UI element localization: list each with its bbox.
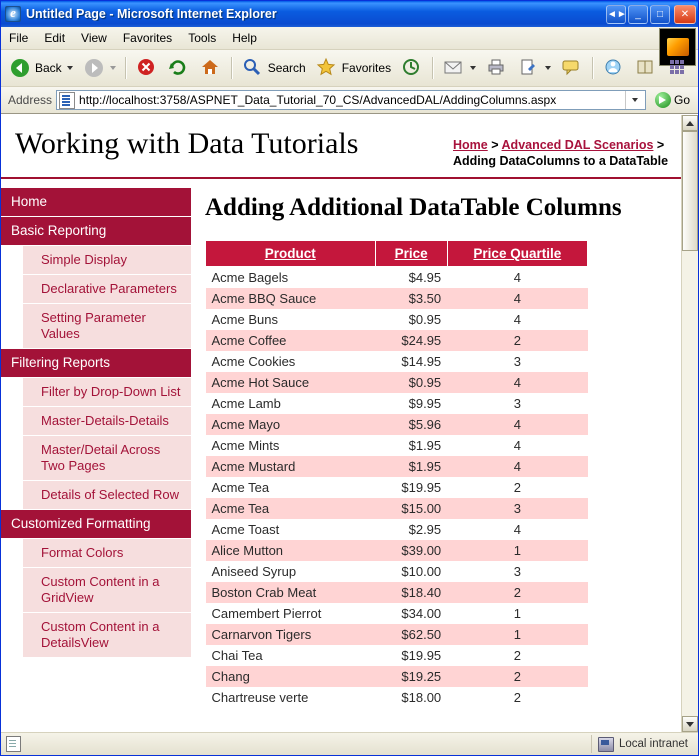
edit-dropdown-icon[interactable]	[545, 66, 551, 70]
forward-button	[79, 54, 120, 82]
breadcrumb-section-link[interactable]: Advanced DAL Scenarios	[501, 138, 654, 152]
menu-file[interactable]: File	[9, 31, 29, 45]
sidebar-nav	[1, 179, 191, 708]
table-row	[206, 477, 588, 498]
cell-product: Camembert Pierrot	[211, 606, 322, 621]
site-title: Working with Data Tutorials	[15, 127, 359, 160]
cell-product: Acme Mints	[211, 438, 280, 453]
scroll-up-button[interactable]	[682, 115, 698, 131]
status-left	[3, 736, 591, 752]
go-label: Go	[673, 93, 690, 107]
table-row	[206, 687, 588, 708]
forward-dropdown-icon	[110, 66, 116, 70]
sidebar-item-declarative-parameters[interactable]: Declarative Parameters	[23, 274, 191, 303]
research-button[interactable]	[631, 54, 661, 82]
search-icon	[242, 57, 264, 79]
cell-price: $19.95	[401, 480, 442, 495]
sidebar-item-master-detail-across-two-pages[interactable]: Master/Detail Across Two Pages	[23, 435, 191, 480]
breadcrumb	[453, 127, 671, 169]
cell-price: $34.00	[401, 606, 442, 621]
address-dropdown-icon[interactable]	[625, 91, 643, 109]
table-row	[206, 498, 588, 519]
cell-product: Chang	[206, 666, 376, 687]
cell-product: Acme Lamb	[211, 396, 281, 411]
page-title: Adding Additional DataTable Columns	[205, 194, 622, 221]
cell-quartile: 4	[447, 414, 587, 435]
table-row	[206, 519, 588, 540]
cell-price: $10.00	[401, 564, 442, 579]
cell-quartile: 2	[447, 666, 587, 687]
cell-product: Acme Bagels	[211, 270, 289, 285]
search-label: Search	[267, 61, 306, 75]
toolbar-separator	[231, 57, 233, 79]
address-input[interactable]	[56, 90, 646, 110]
cell-quartile: 2	[513, 690, 521, 705]
table-row	[206, 645, 588, 666]
breadcrumb-sep-2: >	[653, 138, 665, 152]
cell-product: Boston Crab Meat	[206, 582, 376, 603]
cell-quartile: 2	[513, 480, 521, 495]
cell-quartile: 3	[513, 396, 521, 411]
cell-price: $1.95	[408, 438, 442, 453]
cell-quartile: 4	[447, 372, 587, 393]
ie-logo-icon	[5, 6, 21, 22]
stop-icon	[136, 57, 158, 79]
page-header	[1, 115, 681, 179]
sidebar-item-custom-content-gridview[interactable]: Custom Content in a GridView	[23, 567, 191, 612]
cell-price: $14.95	[401, 354, 442, 369]
document-icon	[6, 736, 21, 752]
table-row	[206, 309, 588, 330]
table-row	[206, 372, 588, 393]
grid-icon	[667, 57, 689, 79]
cell-price: $18.00	[401, 690, 442, 705]
edit-page-icon	[518, 57, 540, 79]
sidebar-item-details-of-selected-row[interactable]: Details of Selected Row	[23, 480, 191, 509]
mail-button[interactable]	[439, 54, 480, 82]
home-icon	[200, 57, 222, 79]
breadcrumb-home-link[interactable]: Home	[453, 138, 488, 152]
table-row	[206, 561, 588, 582]
menu-favorites[interactable]: Favorites	[122, 31, 173, 45]
cell-price: $62.50	[375, 624, 447, 645]
minimize-button[interactable]: _	[628, 5, 648, 24]
zone-label: Local intranet	[618, 738, 688, 750]
network-icon	[598, 737, 614, 752]
standard-toolbar	[1, 50, 698, 87]
vertical-scrollbar[interactable]	[681, 115, 698, 732]
cell-quartile: 2	[447, 330, 587, 351]
search-button[interactable]	[238, 54, 310, 82]
table-row	[206, 330, 588, 351]
refresh-icon	[168, 57, 190, 79]
table-row	[206, 666, 588, 687]
blogger-button[interactable]	[663, 54, 693, 82]
refresh-button[interactable]	[164, 54, 194, 82]
cell-price: $9.95	[408, 396, 442, 411]
cell-product: Carnarvon Tigers	[206, 624, 376, 645]
menu-view[interactable]: View	[81, 31, 107, 45]
cell-product: Chai Tea	[211, 648, 263, 663]
cell-price: $24.95	[375, 330, 447, 351]
cell-product: Acme Mustard	[206, 456, 376, 477]
restore-group-button[interactable]: ◄►	[606, 5, 626, 24]
discussion-icon	[561, 57, 583, 79]
cell-quartile: 1	[513, 606, 521, 621]
table-header-row	[206, 241, 588, 267]
table-row	[206, 456, 588, 477]
stop-button[interactable]	[132, 54, 162, 82]
sidebar-item-custom-content-detailsview[interactable]: Custom Content in a DetailsView	[23, 612, 191, 657]
cell-product: Acme BBQ Sauce	[206, 288, 376, 309]
favorites-button[interactable]	[312, 54, 395, 82]
menu-help[interactable]: Help	[232, 31, 257, 45]
close-button[interactable]: ✕	[674, 5, 696, 24]
cell-product: Acme Tea	[211, 480, 270, 495]
table-row	[206, 624, 588, 645]
breadcrumb-current: Adding DataColumns to a DataTable	[453, 154, 669, 168]
cell-quartile: 4	[513, 522, 521, 537]
cell-product: Aniseed Syrup	[211, 564, 297, 579]
scroll-down-button[interactable]	[682, 716, 698, 732]
cell-quartile: 3	[447, 498, 587, 519]
cell-quartile: 1	[447, 540, 587, 561]
table-row	[206, 582, 588, 603]
table-row	[206, 288, 588, 309]
title-bar	[1, 1, 698, 27]
arrow-up-icon	[686, 121, 694, 126]
cell-product: Acme Mayo	[206, 414, 376, 435]
research-book-icon	[635, 57, 657, 79]
mail-icon	[443, 57, 465, 79]
messenger-icon	[603, 57, 625, 79]
web-page	[1, 115, 681, 732]
cell-quartile: 4	[513, 312, 521, 327]
cell-product: Acme Tea	[206, 498, 376, 519]
windows-flag-icon	[667, 38, 689, 56]
cell-price: $19.95	[401, 648, 442, 663]
sidebar-item-basic-reporting[interactable]: Basic Reporting	[1, 216, 191, 245]
back-button[interactable]	[5, 54, 77, 82]
go-arrow-icon	[655, 92, 671, 108]
cell-product: Alice Mutton	[206, 540, 376, 561]
discuss-button[interactable]	[557, 54, 587, 82]
cell-product: Acme Cookies	[211, 354, 296, 369]
table-row	[206, 603, 588, 624]
go-button[interactable]	[650, 91, 695, 109]
cell-quartile: 2	[447, 582, 587, 603]
column-header-price[interactable]: Price	[375, 241, 447, 267]
back-arrow-icon	[9, 57, 31, 79]
cell-product: Acme Hot Sauce	[206, 372, 376, 393]
print-button[interactable]	[482, 54, 512, 82]
page-icon	[59, 92, 75, 109]
table-row	[206, 540, 588, 561]
cell-price: $39.00	[375, 540, 447, 561]
forward-arrow-icon	[83, 57, 105, 79]
table-row	[206, 435, 588, 456]
star-icon	[316, 57, 338, 79]
cell-price: $4.95	[408, 270, 442, 285]
cell-quartile: 3	[513, 354, 521, 369]
back-dropdown-icon[interactable]	[67, 66, 73, 70]
cell-product: Acme Coffee	[206, 330, 376, 351]
cell-quartile: 4	[513, 270, 521, 285]
cell-price: $18.40	[375, 582, 447, 603]
arrow-down-icon	[686, 722, 694, 727]
cell-quartile: 2	[513, 648, 521, 663]
window-title: Untitled Page - Microsoft Internet Explorer	[26, 7, 277, 21]
cell-price: $3.50	[375, 288, 447, 309]
cell-price: $19.25	[375, 666, 447, 687]
menu-tools[interactable]: Tools	[188, 31, 217, 45]
toolbar-separator	[592, 57, 594, 79]
toolbar-separator	[432, 57, 434, 79]
sidebar-item-master-details-details[interactable]: Master-Details-Details	[23, 406, 191, 435]
address-label: Address	[8, 93, 53, 107]
sidebar-item-filtering-reports[interactable]: Filtering Reports	[1, 348, 191, 377]
main-content	[191, 179, 681, 708]
maximize-button[interactable]: □	[650, 5, 670, 24]
toolbar-separator	[125, 57, 127, 79]
sidebar-item-format-colors[interactable]: Format Colors	[23, 538, 191, 567]
mail-dropdown-icon[interactable]	[470, 66, 476, 70]
sidebar-item-filter-by-dropdown-list[interactable]: Filter by Drop-Down List	[23, 377, 191, 406]
table-row	[206, 414, 588, 435]
scroll-track[interactable]	[682, 131, 698, 716]
cell-price: $2.95	[408, 522, 442, 537]
security-zone[interactable]	[591, 735, 696, 753]
address-url-text: http://localhost:3758/ASPNET_Data_Tutorial_70_CS/AdvancedDAL/AddingColumns.aspx	[79, 93, 557, 107]
cell-price: $5.96	[375, 414, 447, 435]
cell-product: Acme Toast	[211, 522, 280, 537]
printer-icon	[486, 57, 508, 79]
cell-quartile: 4	[447, 456, 587, 477]
messenger-button[interactable]	[599, 54, 629, 82]
home-button[interactable]	[196, 54, 226, 82]
cell-quartile: 4	[447, 288, 587, 309]
cell-product: Acme Buns	[211, 312, 278, 327]
cell-price: $0.95	[408, 312, 442, 327]
history-button[interactable]	[397, 54, 427, 82]
page-viewport	[1, 114, 698, 732]
cell-price: $15.00	[375, 498, 447, 519]
column-header-price-quartile[interactable]: Price Quartile	[447, 241, 587, 267]
sidebar-item-home[interactable]: Home	[1, 187, 191, 216]
cell-quartile: 3	[513, 564, 521, 579]
table-row	[206, 351, 588, 372]
history-icon	[401, 57, 423, 79]
scroll-thumb[interactable]	[682, 131, 698, 251]
table-row	[206, 267, 588, 289]
cell-quartile: 4	[513, 438, 521, 453]
edit-button[interactable]	[514, 54, 555, 82]
window-controls	[606, 5, 696, 24]
status-bar	[1, 732, 698, 755]
address-bar	[1, 87, 698, 114]
table-row	[206, 393, 588, 414]
breadcrumb-sep-1: >	[487, 138, 502, 152]
cell-product: Chartreuse verte	[211, 690, 309, 705]
cell-price: $1.95	[375, 456, 447, 477]
back-label: Back	[35, 61, 62, 75]
sidebar-item-simple-display[interactable]: Simple Display	[23, 245, 191, 274]
column-header-product[interactable]: Product	[206, 241, 376, 267]
sidebar-item-customized-formatting[interactable]: Customized Formatting	[1, 509, 191, 538]
menu-bar	[1, 27, 698, 50]
sidebar-item-setting-parameter-values[interactable]: Setting Parameter Values	[23, 303, 191, 348]
cell-price: $0.95	[375, 372, 447, 393]
favorites-label: Favorites	[341, 61, 392, 75]
products-table	[205, 240, 588, 708]
cell-quartile: 1	[447, 624, 587, 645]
menu-edit[interactable]: Edit	[44, 31, 66, 45]
